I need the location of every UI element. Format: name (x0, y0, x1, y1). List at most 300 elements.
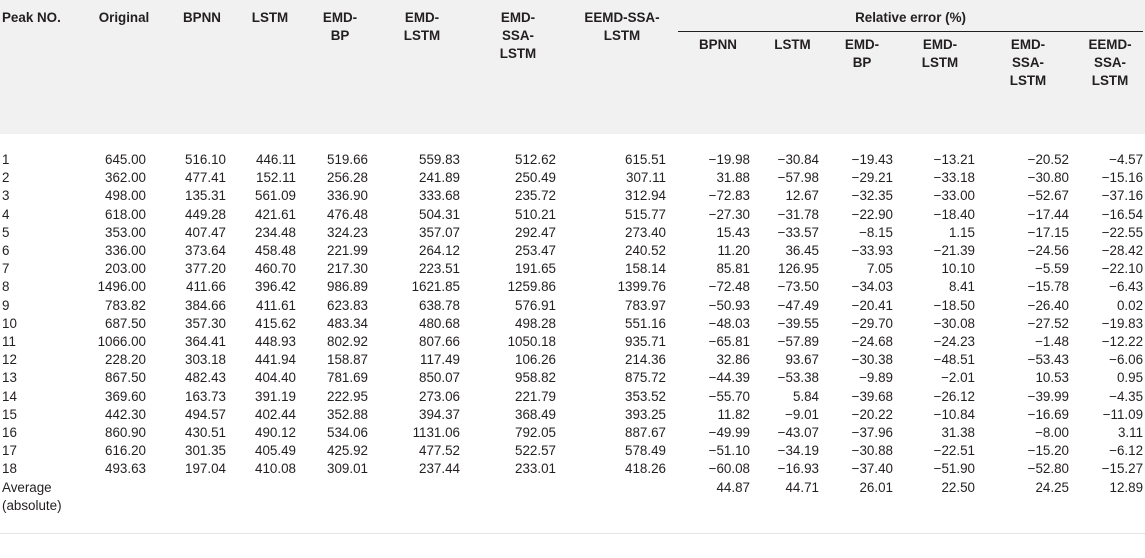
header-eemd-ssa-lstm: EEMD-SSA-LSTM (584, 10, 660, 43)
table-cell: −44.39 (708, 370, 750, 386)
peak-number-cell: 8 (2, 279, 10, 295)
table-cell: 638.78 (419, 297, 460, 313)
header-lstm: LSTM (251, 10, 289, 25)
table-cell: 353.00 (105, 224, 146, 240)
table-cell: 1050.18 (507, 334, 556, 350)
table-cell: 11.20 (717, 243, 750, 259)
table-row (0, 169, 1145, 187)
table-cell: −33.93 (851, 243, 893, 259)
table-cell: −24.68 (851, 334, 893, 350)
table-cell: −49.99 (708, 425, 750, 441)
peak-number-cell: 7 (2, 261, 10, 277)
table-cell: −19.43 (851, 152, 893, 167)
table-cell: −57.98 (777, 170, 819, 186)
table-cell: 418.26 (625, 461, 666, 477)
table-cell: 240.52 (625, 243, 666, 259)
table-cell: 551.16 (625, 315, 666, 331)
table-cell: 217.30 (327, 261, 368, 277)
table-cell: 850.07 (419, 370, 460, 386)
table-cell: −57.89 (777, 334, 819, 350)
table-cell: 234.48 (255, 224, 296, 240)
table-cell: 0.02 (1116, 297, 1144, 313)
table-cell: 357.30 (185, 315, 226, 331)
table-cell: −6.12 (1109, 443, 1144, 459)
table-cell: 352.88 (327, 406, 368, 422)
table-cell: 303.18 (185, 352, 226, 368)
table-cell: −18.40 (933, 206, 975, 222)
table-cell: −30.38 (851, 352, 893, 368)
table-cell: 15.43 (716, 224, 750, 240)
table-cell: −19.83 (1101, 315, 1144, 331)
table-cell: −27.30 (708, 206, 750, 222)
table-cell: 1131.06 (412, 425, 460, 441)
table-cell: −43.07 (777, 425, 819, 441)
header-bpnn: BPNN (183, 10, 221, 25)
table-cell: 233.01 (515, 461, 556, 477)
table-cell: 333.68 (419, 188, 460, 204)
table-cell: −27.52 (1027, 315, 1069, 331)
table-cell: −29.70 (851, 315, 893, 331)
header-relative-error-group: Relative error (%) (676, 0, 1145, 36)
table-cell: −33.00 (933, 188, 975, 204)
table-cell: −15.27 (1101, 461, 1144, 477)
table-cell: 223.51 (419, 261, 460, 277)
table-cell: 498.28 (515, 315, 556, 331)
table-cell: −20.52 (1027, 152, 1069, 167)
table-cell: −9.01 (785, 406, 819, 422)
average-value-cell: 44.87 (716, 479, 750, 495)
average-value-cell: 22.50 (941, 479, 975, 495)
header-re-emd-bp: EMD-BP (844, 37, 880, 70)
peak-number-cell: 16 (2, 425, 17, 441)
header-peak: Peak NO. (2, 10, 61, 25)
table-cell: 576.91 (515, 297, 556, 313)
table-cell: 336.90 (327, 188, 368, 204)
table-cell: 312.94 (625, 188, 666, 204)
table-cell: −30.08 (933, 315, 975, 331)
table-cell: −11.09 (1102, 406, 1144, 422)
table-cell: 935.71 (625, 334, 666, 350)
table-cell: 250.49 (515, 170, 556, 186)
empty-cell (80, 479, 168, 515)
table-cell: 394.37 (419, 406, 460, 422)
table-cell: 222.95 (327, 388, 368, 404)
table-cell: −72.83 (708, 188, 750, 204)
table-cell: 411.61 (256, 297, 296, 313)
table-row (0, 424, 1145, 442)
table-cell: 8.41 (948, 279, 975, 295)
table-cell: −20.22 (851, 406, 893, 422)
header-emd-bp: EMD-BP (322, 10, 358, 43)
table-cell: −17.44 (1027, 206, 1069, 222)
table-cell: 441.94 (255, 352, 296, 368)
table-cell: 377.20 (185, 261, 226, 277)
header-emd-ssa-lstm: EMD-SSA-LSTM (499, 10, 537, 61)
table-cell: 221.99 (327, 243, 368, 259)
table-cell: 460.70 (255, 261, 296, 277)
table-cell: 446.11 (256, 152, 296, 167)
peak-number-cell: 13 (2, 370, 17, 386)
table-cell: −51.90 (933, 461, 975, 477)
table-cell: 404.40 (255, 370, 296, 386)
table-cell: 362.00 (105, 170, 146, 186)
table-cell: −13.21 (933, 152, 975, 167)
table-cell: 384.66 (185, 297, 226, 313)
table-cell: 10.53 (1035, 370, 1069, 386)
table-row (0, 315, 1145, 333)
table-cell: 504.31 (419, 206, 460, 222)
table-cell: −37.16 (1101, 188, 1144, 204)
table-cell: −6.43 (1109, 279, 1144, 295)
table-cell: 867.50 (105, 370, 146, 386)
table-cell: 158.87 (327, 352, 368, 368)
table-cell: 615.51 (625, 152, 666, 167)
empty-cell (568, 479, 676, 515)
table-cell: 783.82 (105, 297, 146, 313)
table-cell: 480.68 (419, 315, 460, 331)
table-cell: 887.67 (625, 425, 666, 441)
table-cell: −8.15 (859, 224, 893, 240)
table-cell: 10.10 (941, 261, 975, 277)
table-cell: −32.35 (851, 188, 893, 204)
table-cell: 1621.85 (411, 279, 460, 295)
table-cell: 221.79 (515, 388, 556, 404)
table-cell: 405.49 (255, 443, 296, 459)
table-cell: 336.00 (105, 243, 146, 259)
table-cell: −20.41 (851, 297, 893, 313)
header-re-emd-ssa-lstm: EMD-SSA-LSTM (1009, 37, 1047, 88)
table-cell: 12.67 (785, 188, 819, 204)
table-cell: 519.66 (327, 152, 368, 167)
table-cell: −28.42 (1101, 243, 1144, 259)
table-cell: −16.93 (777, 461, 819, 477)
table-cell: 958.82 (515, 370, 556, 386)
table-cell: 616.20 (105, 443, 146, 459)
peak-number-cell: 6 (2, 243, 10, 259)
table-cell: −53.43 (1027, 352, 1069, 368)
table-cell: 273.06 (419, 388, 460, 404)
table-cell: −15.78 (1027, 279, 1069, 295)
table-cell: 353.52 (625, 388, 666, 404)
peak-number-cell: 11 (2, 334, 16, 350)
table-cell: 237.44 (419, 461, 460, 477)
table-cell: 802.92 (327, 334, 368, 350)
empty-cell (236, 479, 304, 515)
table-cell: −17.15 (1027, 224, 1069, 240)
table-cell: 875.72 (625, 370, 666, 386)
peak-number-cell: 18 (2, 461, 17, 477)
average-value-cell: 24.25 (1035, 479, 1069, 495)
header-re-eemd-ssa-lstm: EEMD-SSA-LSTM (1088, 37, 1132, 88)
table-cell: 494.57 (185, 406, 226, 422)
table-row (0, 442, 1145, 460)
peak-number-cell: 17 (2, 443, 17, 459)
table-cell: −26.40 (1027, 297, 1069, 313)
table-cell: 561.09 (255, 188, 296, 204)
table-cell: 559.83 (419, 152, 460, 167)
empty-cell (304, 479, 376, 515)
table-cell: −4.57 (1109, 152, 1144, 167)
table-cell: −39.68 (851, 388, 893, 404)
table-cell: −73.50 (777, 279, 819, 295)
table-row (0, 187, 1145, 205)
average-value-cell: 44.71 (785, 479, 819, 495)
table-cell: 307.11 (626, 170, 666, 186)
table-cell: −22.55 (1101, 224, 1144, 240)
table-cell: −72.48 (708, 279, 750, 295)
table-cell: −24.56 (1027, 243, 1069, 259)
table-cell: 477.41 (185, 170, 226, 186)
table-cell: 235.72 (515, 188, 556, 204)
table-row (0, 297, 1145, 315)
table-cell: 411.66 (186, 279, 226, 295)
table-cell: −37.40 (851, 461, 893, 477)
table-cell: 7.05 (866, 261, 893, 277)
table-cell: 512.62 (515, 152, 556, 167)
table-cell: 645.00 (105, 152, 146, 167)
table-cell: 534.06 (327, 425, 368, 441)
table-cell: 1066.00 (97, 334, 146, 350)
table-cell: 781.69 (327, 370, 368, 386)
table-cell: −22.10 (1101, 261, 1144, 277)
table-row (0, 151, 1145, 169)
table-cell: 393.25 (625, 406, 666, 422)
table-cell: 32.86 (716, 352, 750, 368)
table-cell: 458.48 (255, 243, 296, 259)
table-cell: −53.38 (777, 370, 819, 386)
peak-number-cell: 3 (2, 188, 10, 204)
table-cell: 241.89 (419, 170, 460, 186)
peak-number-cell: 15 (2, 406, 17, 422)
header-re-lstm: LSTM (774, 37, 811, 52)
table-cell: −10.84 (933, 406, 975, 422)
table-cell: −48.03 (708, 315, 750, 331)
table-row (0, 278, 1145, 296)
table-cell: 490.12 (255, 425, 296, 441)
table-cell: −47.49 (777, 297, 819, 313)
table-cell: 477.52 (419, 443, 460, 459)
peak-number-cell: 5 (2, 224, 10, 240)
table-cell: 11.82 (717, 406, 750, 422)
table-cell: 448.93 (255, 334, 296, 350)
table-cell: 373.64 (185, 243, 226, 259)
table-cell: 31.38 (941, 425, 975, 441)
table-cell: −55.70 (708, 388, 750, 404)
table-cell: 1496.00 (97, 279, 146, 295)
peak-number-cell: 12 (2, 352, 17, 368)
table-row (0, 224, 1145, 242)
table-cell: 430.51 (185, 425, 226, 441)
table-header (0, 0, 1145, 134)
header-re-emd-lstm: EMD-LSTM (921, 37, 959, 70)
empty-cell (376, 479, 468, 515)
table-cell: 860.90 (105, 425, 146, 441)
table-cell: −30.88 (851, 443, 893, 459)
peak-number-cell: 1 (2, 152, 10, 167)
table-cell: 135.31 (185, 188, 226, 204)
table-cell: −33.57 (777, 224, 819, 240)
table-cell: −5.59 (1035, 261, 1069, 277)
table-cell: −33.18 (933, 170, 975, 186)
table-row (0, 388, 1145, 406)
table-cell: −16.54 (1101, 206, 1144, 222)
peak-number-cell: 9 (2, 297, 10, 313)
table-cell: 522.57 (515, 443, 556, 459)
table-cell: 309.01 (327, 461, 368, 477)
table-cell: −51.10 (708, 443, 750, 459)
table-cell: −16.69 (1027, 406, 1069, 422)
table-cell: 273.40 (625, 224, 666, 240)
table-cell: −34.03 (851, 279, 893, 295)
table-cell: −48.51 (933, 352, 975, 368)
table-row (0, 242, 1145, 260)
table-row (0, 406, 1145, 424)
table-row (0, 460, 1145, 478)
table-cell: 264.12 (419, 243, 460, 259)
table-cell: 449.28 (185, 206, 226, 222)
peak-number-cell: 4 (2, 206, 10, 222)
average-row (0, 479, 1145, 515)
table-cell: 425.92 (327, 443, 368, 459)
table-cell: 623.83 (327, 297, 368, 313)
table-cell: −50.93 (708, 297, 750, 313)
table-cell: 292.47 (515, 224, 556, 240)
table-cell: −8.00 (1035, 425, 1069, 441)
table-cell: −2.01 (941, 370, 975, 386)
table-cell: 0.95 (1116, 370, 1144, 386)
table-cell: 391.19 (255, 388, 296, 404)
table-cell: −65.81 (708, 334, 750, 350)
table-cell: 301.35 (185, 443, 226, 459)
table-cell: −24.23 (933, 334, 975, 350)
empty-cell (468, 479, 568, 515)
table-cell: −52.67 (1027, 188, 1069, 204)
table-cell: 515.77 (625, 206, 666, 222)
table-cell: 1.15 (948, 224, 975, 240)
table-cell: 415.62 (255, 315, 296, 331)
table-cell: 364.41 (185, 334, 226, 350)
table-cell: 493.63 (105, 461, 146, 477)
table-cell: 197.04 (185, 461, 226, 477)
table-cell: 783.97 (625, 297, 666, 313)
table-cell: 228.20 (105, 352, 146, 368)
table-cell: 117.49 (420, 352, 460, 368)
table-cell: 106.26 (515, 352, 556, 368)
table-cell: 191.65 (515, 261, 556, 277)
header-original: Original (98, 10, 150, 25)
table-cell: 3.11 (1117, 425, 1144, 441)
table-cell: 1399.76 (617, 279, 666, 295)
table-cell: −15.16 (1101, 170, 1144, 186)
table-cell: −30.80 (1027, 170, 1069, 186)
table-row (0, 206, 1145, 224)
table-cell: 126.95 (778, 261, 819, 277)
table-cell: 368.49 (515, 406, 556, 422)
table-cell: 158.14 (625, 261, 666, 277)
table-cell: −4.35 (1109, 388, 1144, 404)
table-cell: −9.89 (859, 370, 893, 386)
table-cell: −39.99 (1027, 388, 1069, 404)
table-cell: −29.21 (851, 170, 893, 186)
table-cell: 369.60 (105, 388, 146, 404)
table-cell: 152.11 (256, 170, 296, 186)
table-cell: 516.10 (185, 152, 226, 167)
table-cell: −6.06 (1109, 352, 1144, 368)
table-cell: 253.47 (515, 243, 556, 259)
table-cell: −60.08 (708, 461, 750, 477)
table-cell: 483.34 (327, 315, 368, 331)
table-row (0, 333, 1145, 351)
table-cell: 31.88 (716, 170, 750, 186)
table-cell: 410.08 (255, 461, 296, 477)
header-emd-lstm: EMD-LSTM (403, 10, 441, 43)
table-row (0, 369, 1145, 387)
table-cell: 498.00 (105, 188, 146, 204)
peak-number-cell: 2 (2, 170, 10, 186)
table-cell: 324.23 (327, 224, 368, 240)
average-label: Average (absolute) (2, 479, 62, 513)
peak-number-cell: 14 (2, 388, 17, 404)
peak-number-cell: 10 (2, 315, 17, 331)
table-cell: −19.98 (708, 152, 750, 167)
table-cell: −22.90 (851, 206, 893, 222)
table-cell: −34.19 (777, 443, 819, 459)
table-cell: −31.78 (777, 206, 819, 222)
table-cell: −1.48 (1035, 334, 1069, 350)
table-cell: −37.96 (851, 425, 893, 441)
table-cell: 986.89 (327, 279, 368, 295)
average-value-cell: 12.89 (1109, 479, 1144, 495)
table-cell: −21.39 (933, 243, 975, 259)
table-cell: 1259.86 (507, 279, 556, 295)
header-re-bpnn: BPNN (699, 37, 737, 52)
table-cell: 510.21 (515, 206, 556, 222)
table-cell: −22.51 (933, 443, 975, 459)
table-cell: 163.73 (185, 388, 226, 404)
table-cell: 792.05 (515, 425, 556, 441)
table-cell: 85.81 (716, 261, 750, 277)
table-cell: −52.80 (1027, 461, 1069, 477)
table-cell: 256.28 (327, 170, 368, 186)
table-cell: 402.44 (255, 406, 296, 422)
table-cell: 357.07 (419, 224, 460, 240)
table-cell: 578.49 (625, 443, 666, 459)
table-cell: 93.67 (785, 352, 819, 368)
table-row (0, 260, 1145, 278)
table-cell: 214.36 (625, 352, 666, 368)
table-cell: 482.43 (185, 370, 226, 386)
table-cell: 407.47 (185, 224, 226, 240)
table-cell: 36.45 (785, 243, 819, 259)
table-cell: −26.12 (933, 388, 975, 404)
table-cell: 476.48 (327, 206, 368, 222)
table-cell: 203.00 (105, 261, 146, 277)
table-cell: 421.61 (255, 206, 296, 222)
table-cell: −30.84 (777, 152, 819, 167)
table-cell: 5.84 (792, 388, 819, 404)
table-cell: −12.22 (1101, 334, 1144, 350)
table-cell: −39.55 (777, 315, 819, 331)
average-value-cell: 26.01 (859, 479, 893, 495)
table-body (0, 134, 1145, 533)
table-cell: 807.66 (419, 334, 460, 350)
table-cell: 687.50 (105, 315, 146, 331)
table-cell: 618.00 (105, 206, 146, 222)
table-cell: 442.30 (105, 406, 146, 422)
table-cell: −18.50 (933, 297, 975, 313)
empty-cell (168, 479, 236, 515)
table-cell: 396.42 (255, 279, 296, 295)
